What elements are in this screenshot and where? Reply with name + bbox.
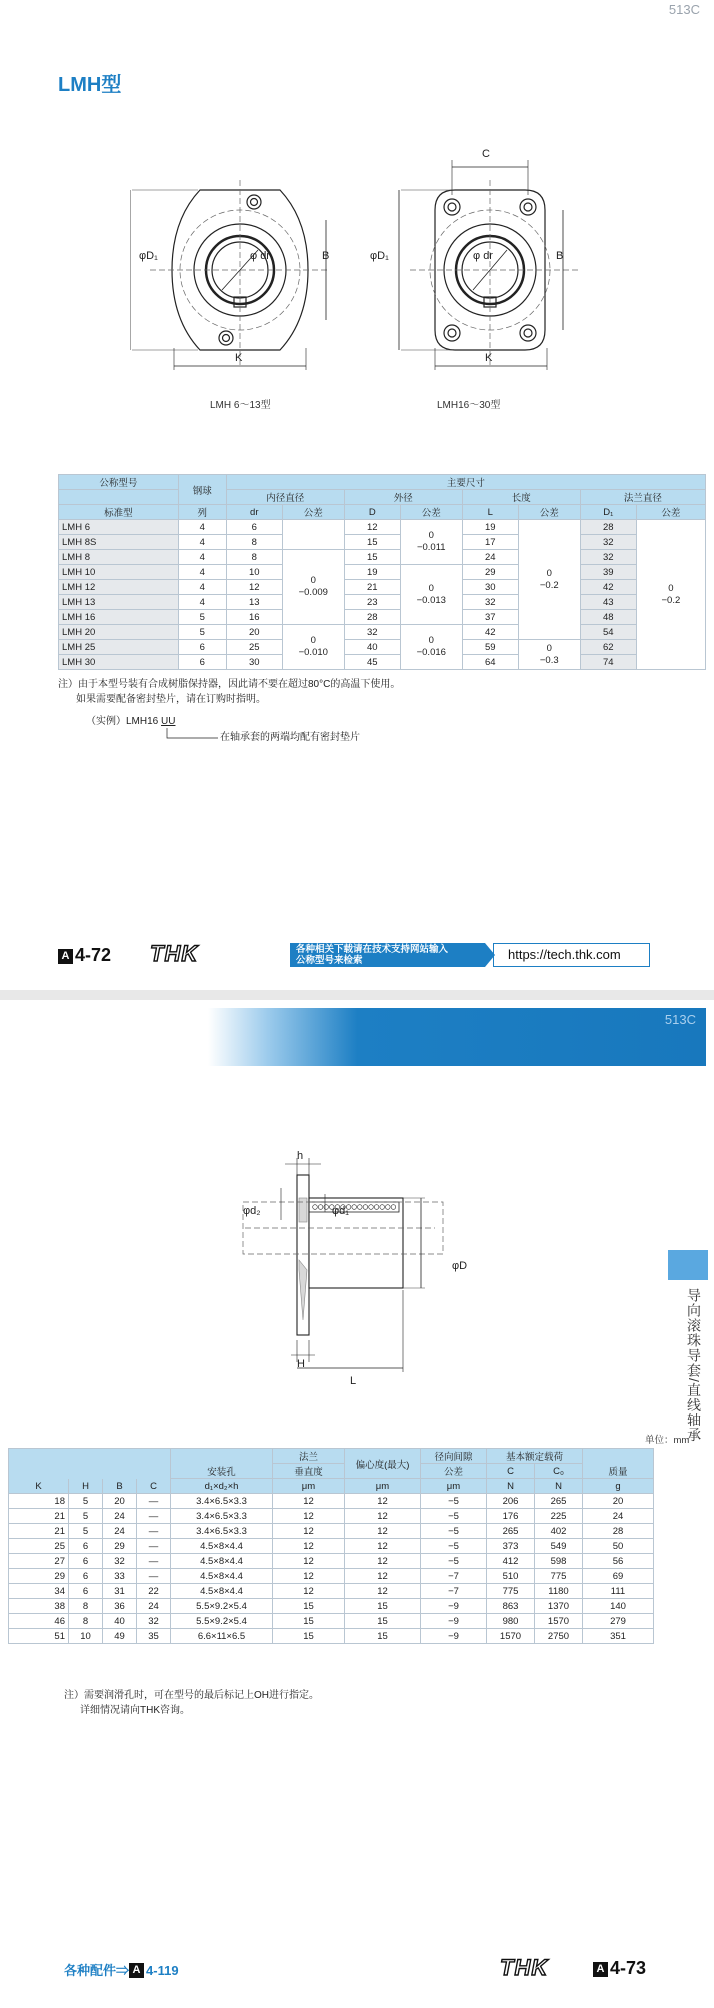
B-cell: 36 xyxy=(103,1599,137,1614)
H-cell: 6 xyxy=(69,1539,103,1554)
perp-cell: 12 xyxy=(273,1584,345,1599)
Cd-cell: 265 xyxy=(487,1524,535,1539)
B-cell: 33 xyxy=(103,1569,137,1584)
L-cell: 19 xyxy=(462,520,518,535)
H-cell: 8 xyxy=(69,1614,103,1629)
Cd-cell: 863 xyxy=(487,1599,535,1614)
L-cell: 30 xyxy=(462,580,518,595)
side-view-drawing xyxy=(225,1150,485,1380)
C0-cell: 775 xyxy=(535,1569,583,1584)
th-C0: C₀ xyxy=(535,1464,583,1479)
K-cell: 18 xyxy=(9,1494,69,1509)
th-tol: 公差 xyxy=(636,505,705,520)
D1-cell: 32 xyxy=(580,550,636,565)
ecc-cell: 12 xyxy=(345,1524,421,1539)
C0-cell: 598 xyxy=(535,1554,583,1569)
mounting-table xyxy=(8,1448,654,1644)
rows-cell: 6 xyxy=(178,655,226,670)
thk-logo: THK xyxy=(150,941,199,966)
th-C: C xyxy=(137,1479,171,1494)
H-cell: 5 xyxy=(69,1494,103,1509)
th-load: 基本额定载荷 xyxy=(487,1449,583,1464)
Cd-cell: 980 xyxy=(487,1614,535,1629)
ball xyxy=(391,1205,396,1210)
unit-label: 单位：mm xyxy=(645,1435,690,1446)
label-D: φD xyxy=(452,1260,468,1272)
g-cell: 50 xyxy=(583,1539,654,1554)
D-cell: 15 xyxy=(344,550,400,565)
D-cell: 12 xyxy=(344,520,400,535)
L-cell: 24 xyxy=(462,550,518,565)
Cd-cell: 206 xyxy=(487,1494,535,1509)
C-cell: 32 xyxy=(137,1614,171,1629)
label-c: C xyxy=(482,148,490,160)
clr-cell: −5 xyxy=(421,1524,487,1539)
table-row xyxy=(9,1614,654,1629)
page-gap xyxy=(0,990,714,1000)
example-model: （实例）LMH16 xyxy=(86,716,159,727)
th-ecc: 偏心度(最大) xyxy=(345,1449,421,1479)
rows-cell: 4 xyxy=(178,535,226,550)
example-leader xyxy=(160,728,220,748)
table-row xyxy=(9,1494,654,1509)
D-tolerance: 0 −0.016 xyxy=(400,625,462,670)
example-label xyxy=(86,714,175,729)
table-row xyxy=(9,1584,654,1599)
C0-cell: 1570 xyxy=(535,1614,583,1629)
accessories-link[interactable]: 各种配件⇒ A 4-119 xyxy=(64,1963,179,1978)
C-cell: — xyxy=(137,1554,171,1569)
dr-cell: 8 xyxy=(226,535,282,550)
ecc-cell: 15 xyxy=(345,1614,421,1629)
model-cell: LMH 16 xyxy=(59,610,179,625)
dr-cell: 12 xyxy=(226,580,282,595)
th-dr: dr xyxy=(226,505,282,520)
download-banner[interactable] xyxy=(290,943,650,967)
banner-text: 各种相关下载请在技术支持网站输入 公称型号来检索 xyxy=(290,943,485,967)
dimension-table xyxy=(58,474,706,670)
ball xyxy=(363,1205,368,1210)
dr-tolerance: 0 −0.010 xyxy=(282,625,344,670)
ecc-cell: 15 xyxy=(345,1629,421,1644)
table-row xyxy=(59,655,706,670)
th-std: 标准型 xyxy=(59,505,179,520)
K-cell: 21 xyxy=(9,1524,69,1539)
g-cell: 20 xyxy=(583,1494,654,1509)
dr-cell: 13 xyxy=(226,595,282,610)
rows-cell: 4 xyxy=(178,595,226,610)
table-row xyxy=(59,535,706,550)
B-cell: 40 xyxy=(103,1614,137,1629)
H-cell: 6 xyxy=(69,1584,103,1599)
rows-cell: 4 xyxy=(178,580,226,595)
th-tol: 公差 xyxy=(400,505,462,520)
C-cell: — xyxy=(137,1569,171,1584)
rows-cell: 6 xyxy=(178,640,226,655)
K-cell: 21 xyxy=(9,1509,69,1524)
table-row xyxy=(59,640,706,655)
perp-cell: 12 xyxy=(273,1539,345,1554)
th-tol: 公差 xyxy=(282,505,344,520)
th-flange: 法兰直径 xyxy=(580,490,705,505)
model-cell: LMH 10 xyxy=(59,565,179,580)
label-k: K xyxy=(235,352,243,364)
note-line-2: 如果需要配备密封垫片，请在订购时指明。 xyxy=(76,694,266,705)
L-cell: 59 xyxy=(462,640,518,655)
Cd-cell: 412 xyxy=(487,1554,535,1569)
th-L: L xyxy=(462,505,518,520)
L-cell: 42 xyxy=(462,625,518,640)
model-cell: LMH 8 xyxy=(59,550,179,565)
note-line-2: 详细情况请向THK咨询。 xyxy=(80,1705,190,1716)
label-b: B xyxy=(322,250,330,262)
ball xyxy=(358,1205,363,1210)
page-code: 513C xyxy=(664,1012,696,1027)
L-cell: 32 xyxy=(462,595,518,610)
model-cell: LMH 25 xyxy=(59,640,179,655)
label-b-right: B xyxy=(556,250,564,262)
side-section-label: 导向滚珠导套/直线轴承 xyxy=(686,1288,702,1443)
D1-cell: 62 xyxy=(580,640,636,655)
ecc-cell: 15 xyxy=(345,1599,421,1614)
label-dr: φ dr xyxy=(250,250,270,262)
model-cell: LMH 20 xyxy=(59,625,179,640)
th-mount: 安装孔 xyxy=(171,1464,273,1479)
C-cell: — xyxy=(137,1524,171,1539)
th-N: N xyxy=(535,1479,583,1494)
perp-cell: 12 xyxy=(273,1524,345,1539)
B-cell: 24 xyxy=(103,1509,137,1524)
th-N: N xyxy=(487,1479,535,1494)
th-H: H xyxy=(69,1479,103,1494)
C0-cell: 402 xyxy=(535,1524,583,1539)
hole-cell: 5.5×9.2×5.4 xyxy=(171,1599,273,1614)
model-cell: LMH 6 xyxy=(59,520,179,535)
th-length: 长度 xyxy=(462,490,580,505)
D1-cell: 32 xyxy=(580,535,636,550)
K-cell: 46 xyxy=(9,1614,69,1629)
L-cell: 64 xyxy=(462,655,518,670)
th-D1: D₁ xyxy=(580,505,636,520)
g-cell: 28 xyxy=(583,1524,654,1539)
figure-caption-right: LMH16～30型 xyxy=(437,400,501,411)
table-row xyxy=(59,520,706,535)
clr-cell: −5 xyxy=(421,1494,487,1509)
model-cell: LMH 8S xyxy=(59,535,179,550)
L-tolerance: 0 −0.3 xyxy=(518,640,580,670)
clr-cell: −9 xyxy=(421,1599,487,1614)
clr-cell: −7 xyxy=(421,1584,487,1599)
th-balls: 钢球 xyxy=(178,475,226,505)
g-cell: 69 xyxy=(583,1569,654,1584)
lmh-6-13-drawing xyxy=(130,180,340,370)
L-cell: 29 xyxy=(462,565,518,580)
g-cell: 56 xyxy=(583,1554,654,1569)
Cd-cell: 1570 xyxy=(487,1629,535,1644)
th-um: μm xyxy=(345,1479,421,1494)
ball xyxy=(386,1205,391,1210)
label-H: H xyxy=(297,1358,305,1370)
table-row xyxy=(59,580,706,595)
perp-cell: 12 xyxy=(273,1509,345,1524)
example-suffix: UU xyxy=(161,716,176,727)
clr-cell: −9 xyxy=(421,1614,487,1629)
rows-cell: 4 xyxy=(178,520,226,535)
ecc-cell: 12 xyxy=(345,1554,421,1569)
th-mass: 质量 xyxy=(583,1464,654,1479)
D-cell: 15 xyxy=(344,535,400,550)
table-row xyxy=(59,565,706,580)
th-clear2: 公差 xyxy=(421,1464,487,1479)
rows-cell: 4 xyxy=(178,550,226,565)
D-cell: 45 xyxy=(344,655,400,670)
dr-cell: 6 xyxy=(226,520,282,535)
perp-cell: 12 xyxy=(273,1554,345,1569)
g-cell: 140 xyxy=(583,1599,654,1614)
L-tolerance: 0 −0.2 xyxy=(518,520,580,640)
hole-cell: 3.4×6.5×3.3 xyxy=(171,1509,273,1524)
figure-caption-left: LMH 6～13型 xyxy=(210,400,271,411)
table-row xyxy=(9,1539,654,1554)
label-d1-right: φD₁ xyxy=(370,250,389,262)
th-row: 列 xyxy=(178,505,226,520)
th-C: C xyxy=(487,1464,535,1479)
D1-cell: 74 xyxy=(580,655,636,670)
Cd-cell: 510 xyxy=(487,1569,535,1584)
B-cell: 20 xyxy=(103,1494,137,1509)
label-d2: φd₂ xyxy=(243,1205,261,1217)
C-cell: — xyxy=(137,1494,171,1509)
dr-cell: 16 xyxy=(226,610,282,625)
th-inner: 内径直径 xyxy=(226,490,344,505)
D-cell: 40 xyxy=(344,640,400,655)
Cd-cell: 176 xyxy=(487,1509,535,1524)
th-um: μm xyxy=(273,1479,345,1494)
page-title: LMH型 xyxy=(58,74,122,96)
clr-cell: −5 xyxy=(421,1539,487,1554)
C0-cell: 265 xyxy=(535,1494,583,1509)
ecc-cell: 12 xyxy=(345,1509,421,1524)
note-line-1: 注）由于本型号装有合成树脂保持器，因此请不要在超过80°C的高温下使用。 xyxy=(58,679,401,690)
C0-cell: 549 xyxy=(535,1539,583,1554)
clr-cell: −7 xyxy=(421,1569,487,1584)
C0-cell: 225 xyxy=(535,1509,583,1524)
table-row xyxy=(9,1524,654,1539)
Cd-cell: 373 xyxy=(487,1539,535,1554)
example-desc: 在轴承套的两端均配有密封垫片 xyxy=(220,732,360,743)
D1-cell: 42 xyxy=(580,580,636,595)
label-d1: φd₁ xyxy=(332,1205,349,1217)
rows-cell: 5 xyxy=(178,625,226,640)
D-cell: 19 xyxy=(344,565,400,580)
hole-cell: 4.5×8×4.4 xyxy=(171,1584,273,1599)
hole-cell: 4.5×8×4.4 xyxy=(171,1554,273,1569)
dr-tolerance: 0 −0.009 xyxy=(282,550,344,625)
B-cell: 29 xyxy=(103,1539,137,1554)
page-number: A 4-73 xyxy=(593,1958,646,1979)
dr-cell: 8 xyxy=(226,550,282,565)
rows-cell: 5 xyxy=(178,610,226,625)
hole-cell: 6.6×11×6.5 xyxy=(171,1629,273,1644)
H-cell: 6 xyxy=(69,1569,103,1584)
th-B: B xyxy=(103,1479,137,1494)
ball xyxy=(380,1205,385,1210)
D1-tolerance: 0 −0.2 xyxy=(636,520,705,670)
hole-cell: 5.5×9.2×5.4 xyxy=(171,1614,273,1629)
th-main: 主要尺寸 xyxy=(226,475,705,490)
label-dr-right: φ dr xyxy=(473,250,493,262)
th-flange2: 垂直度 xyxy=(273,1464,345,1479)
dr-cell: 20 xyxy=(226,625,282,640)
label-k-right: K xyxy=(485,352,493,364)
thk-logo: THK xyxy=(500,1955,549,1980)
perp-cell: 15 xyxy=(273,1614,345,1629)
K-cell: 38 xyxy=(9,1599,69,1614)
th-clear: 径向间隙 xyxy=(421,1449,487,1464)
table-row xyxy=(59,595,706,610)
H-cell: 8 xyxy=(69,1599,103,1614)
label-h: h xyxy=(297,1150,304,1162)
C0-cell: 1370 xyxy=(535,1599,583,1614)
table-row xyxy=(9,1509,654,1524)
B-cell: 31 xyxy=(103,1584,137,1599)
tech-url-link[interactable]: https://tech.thk.com xyxy=(493,943,650,967)
note-line-1: 注）需要润滑孔时，可在型号的最后标记上OH进行指定。 xyxy=(64,1690,319,1701)
side-tab-marker xyxy=(668,1250,708,1280)
K-cell: 25 xyxy=(9,1539,69,1554)
table-row xyxy=(59,625,706,640)
hole-cell: 4.5×8×4.4 xyxy=(171,1539,273,1554)
table-row xyxy=(9,1599,654,1614)
label-L: L xyxy=(350,1375,357,1387)
model-cell: LMH 12 xyxy=(59,580,179,595)
th-flange: 法兰 xyxy=(273,1449,345,1464)
rows-cell: 4 xyxy=(178,565,226,580)
page-code: 513C xyxy=(668,2,700,17)
D-tolerance: 0 −0.013 xyxy=(400,565,462,625)
table-row xyxy=(9,1629,654,1644)
lmh-16-30-drawing xyxy=(395,180,585,370)
th-K: K xyxy=(9,1479,69,1494)
th-g: g xyxy=(583,1479,654,1494)
dr-cell: 25 xyxy=(226,640,282,655)
D-cell: 23 xyxy=(344,595,400,610)
model-cell: LMH 13 xyxy=(59,595,179,610)
D1-cell: 28 xyxy=(580,520,636,535)
table-row xyxy=(9,1569,654,1584)
L-cell: 17 xyxy=(462,535,518,550)
H-cell: 5 xyxy=(69,1524,103,1539)
D-cell: 32 xyxy=(344,625,400,640)
th-outer: 外径 xyxy=(344,490,462,505)
perp-cell: 15 xyxy=(273,1599,345,1614)
perp-cell: 15 xyxy=(273,1629,345,1644)
catalog-page-a4-72 xyxy=(0,0,714,990)
C0-cell: 1180 xyxy=(535,1584,583,1599)
H-cell: 10 xyxy=(69,1629,103,1644)
th-mount-sub: d₁×d₂×h xyxy=(171,1479,273,1494)
table-row xyxy=(59,550,706,565)
ball xyxy=(313,1205,318,1210)
hole-cell: 3.4×6.5×3.3 xyxy=(171,1524,273,1539)
th-um: μm xyxy=(421,1479,487,1494)
clr-cell: −5 xyxy=(421,1554,487,1569)
g-cell: 111 xyxy=(583,1584,654,1599)
L-cell: 37 xyxy=(462,610,518,625)
D-cell: 21 xyxy=(344,580,400,595)
C-cell: 24 xyxy=(137,1599,171,1614)
K-cell: 34 xyxy=(9,1584,69,1599)
perp-cell: 12 xyxy=(273,1569,345,1584)
ecc-cell: 12 xyxy=(345,1584,421,1599)
hole-cell: 3.4×6.5×3.3 xyxy=(171,1494,273,1509)
D1-cell: 54 xyxy=(580,625,636,640)
C0-cell: 2750 xyxy=(535,1629,583,1644)
ball xyxy=(369,1205,374,1210)
D1-cell: 39 xyxy=(580,565,636,580)
D1-cell: 43 xyxy=(580,595,636,610)
label-d1: φD₁ xyxy=(139,250,158,262)
D1-cell: 48 xyxy=(580,610,636,625)
ball xyxy=(318,1205,323,1210)
catalog-page-a4-73 xyxy=(0,1000,714,2008)
table-row xyxy=(9,1554,654,1569)
clr-cell: −5 xyxy=(421,1509,487,1524)
dr-cell: 30 xyxy=(226,655,282,670)
ecc-cell: 12 xyxy=(345,1494,421,1509)
page-number: A 4-72 xyxy=(58,945,111,966)
ball xyxy=(352,1205,357,1210)
K-cell: 27 xyxy=(9,1554,69,1569)
g-cell: 351 xyxy=(583,1629,654,1644)
dim-c xyxy=(450,155,530,195)
D-tolerance: 0 −0.011 xyxy=(400,520,462,565)
perp-cell: 12 xyxy=(273,1494,345,1509)
K-cell: 51 xyxy=(9,1629,69,1644)
hole-cell: 4.5×8×4.4 xyxy=(171,1569,273,1584)
Cd-cell: 775 xyxy=(487,1584,535,1599)
D-cell: 28 xyxy=(344,610,400,625)
K-cell: 29 xyxy=(9,1569,69,1584)
header-band xyxy=(208,1008,706,1066)
ball xyxy=(374,1205,379,1210)
model-cell: LMH 30 xyxy=(59,655,179,670)
C-cell: 22 xyxy=(137,1584,171,1599)
C-cell: — xyxy=(137,1539,171,1554)
H-cell: 5 xyxy=(69,1509,103,1524)
clr-cell: −9 xyxy=(421,1629,487,1644)
C-cell: — xyxy=(137,1509,171,1524)
ecc-cell: 12 xyxy=(345,1569,421,1584)
ecc-cell: 12 xyxy=(345,1539,421,1554)
th-model: 公称型号 xyxy=(59,475,179,490)
C-cell: 35 xyxy=(137,1629,171,1644)
dr-cell: 10 xyxy=(226,565,282,580)
table-row xyxy=(59,610,706,625)
B-cell: 32 xyxy=(103,1554,137,1569)
th-tol: 公差 xyxy=(518,505,580,520)
ball xyxy=(324,1205,329,1210)
th-D: D xyxy=(344,505,400,520)
g-cell: 279 xyxy=(583,1614,654,1629)
H-cell: 6 xyxy=(69,1554,103,1569)
B-cell: 49 xyxy=(103,1629,137,1644)
g-cell: 24 xyxy=(583,1509,654,1524)
B-cell: 24 xyxy=(103,1524,137,1539)
